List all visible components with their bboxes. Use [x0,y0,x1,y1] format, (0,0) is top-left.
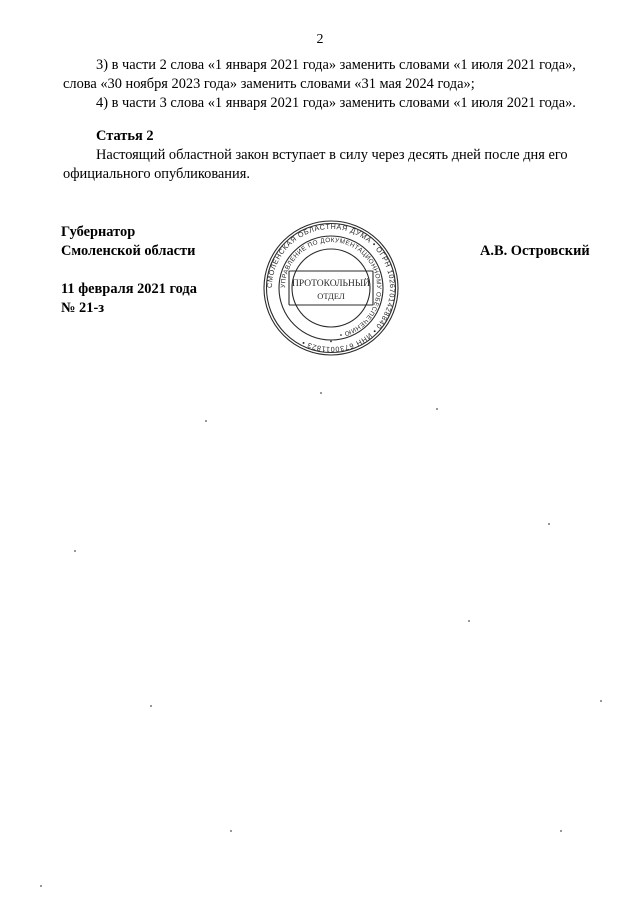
scan-speck [600,700,602,702]
law-number: № 21-з [61,300,105,316]
article-text-line-1: Настоящий областной закон вступает в силу через десять дней после дня его [96,147,568,163]
seal-star-mark: • [329,338,333,346]
item-3-line-1: 3) в части 2 слова «1 января 2021 года» заменить словами «1 июля 2021 года», [96,57,576,73]
signatory-name: А.В. Островский [480,243,590,259]
seal-center-line-2: ОТДЕЛ [317,291,345,301]
official-seal-stamp [262,218,400,358]
signatory-position-line-2: Смоленской области [61,243,196,259]
article-title: Статья 2 [96,128,154,144]
law-date: 11 февраля 2021 года [61,281,197,297]
scan-speck [205,420,207,422]
scan-speck [40,885,42,887]
seal-center-line-1: ПРОТОКОЛЬНЫЙ [291,279,371,289]
scan-speck [320,392,322,394]
article-text-line-2: официального опубликования. [63,166,250,182]
scan-speck [74,550,76,552]
scan-speck [436,408,438,410]
scan-speck [548,523,550,525]
seal-outer-text: СМОЛЕНСКАЯ ОБЛАСТНАЯ ДУМА • ОГРН 1026701428840 • ИНН 6730011823 • [264,221,398,355]
scan-speck [560,830,562,832]
page-number: 2 [316,32,324,47]
scan-speck [150,705,152,707]
scan-speck [468,620,470,622]
item-3-line-2: слова «30 ноября 2023 года» заменить словами «31 мая 2024 года»; [63,76,475,92]
seal-inner-text: УПРАВЛЕНИЕ ПО ДОКУМЕНТАЦИОННОМУ ОБЕСПЕЧЕНИЮ • [279,236,383,339]
signatory-position-line-1: Губернатор [61,224,136,240]
item-4: 4) в части 3 слова «1 января 2021 года» заменить словами «1 июля 2021 года». [96,95,576,111]
scan-speck [230,830,232,832]
